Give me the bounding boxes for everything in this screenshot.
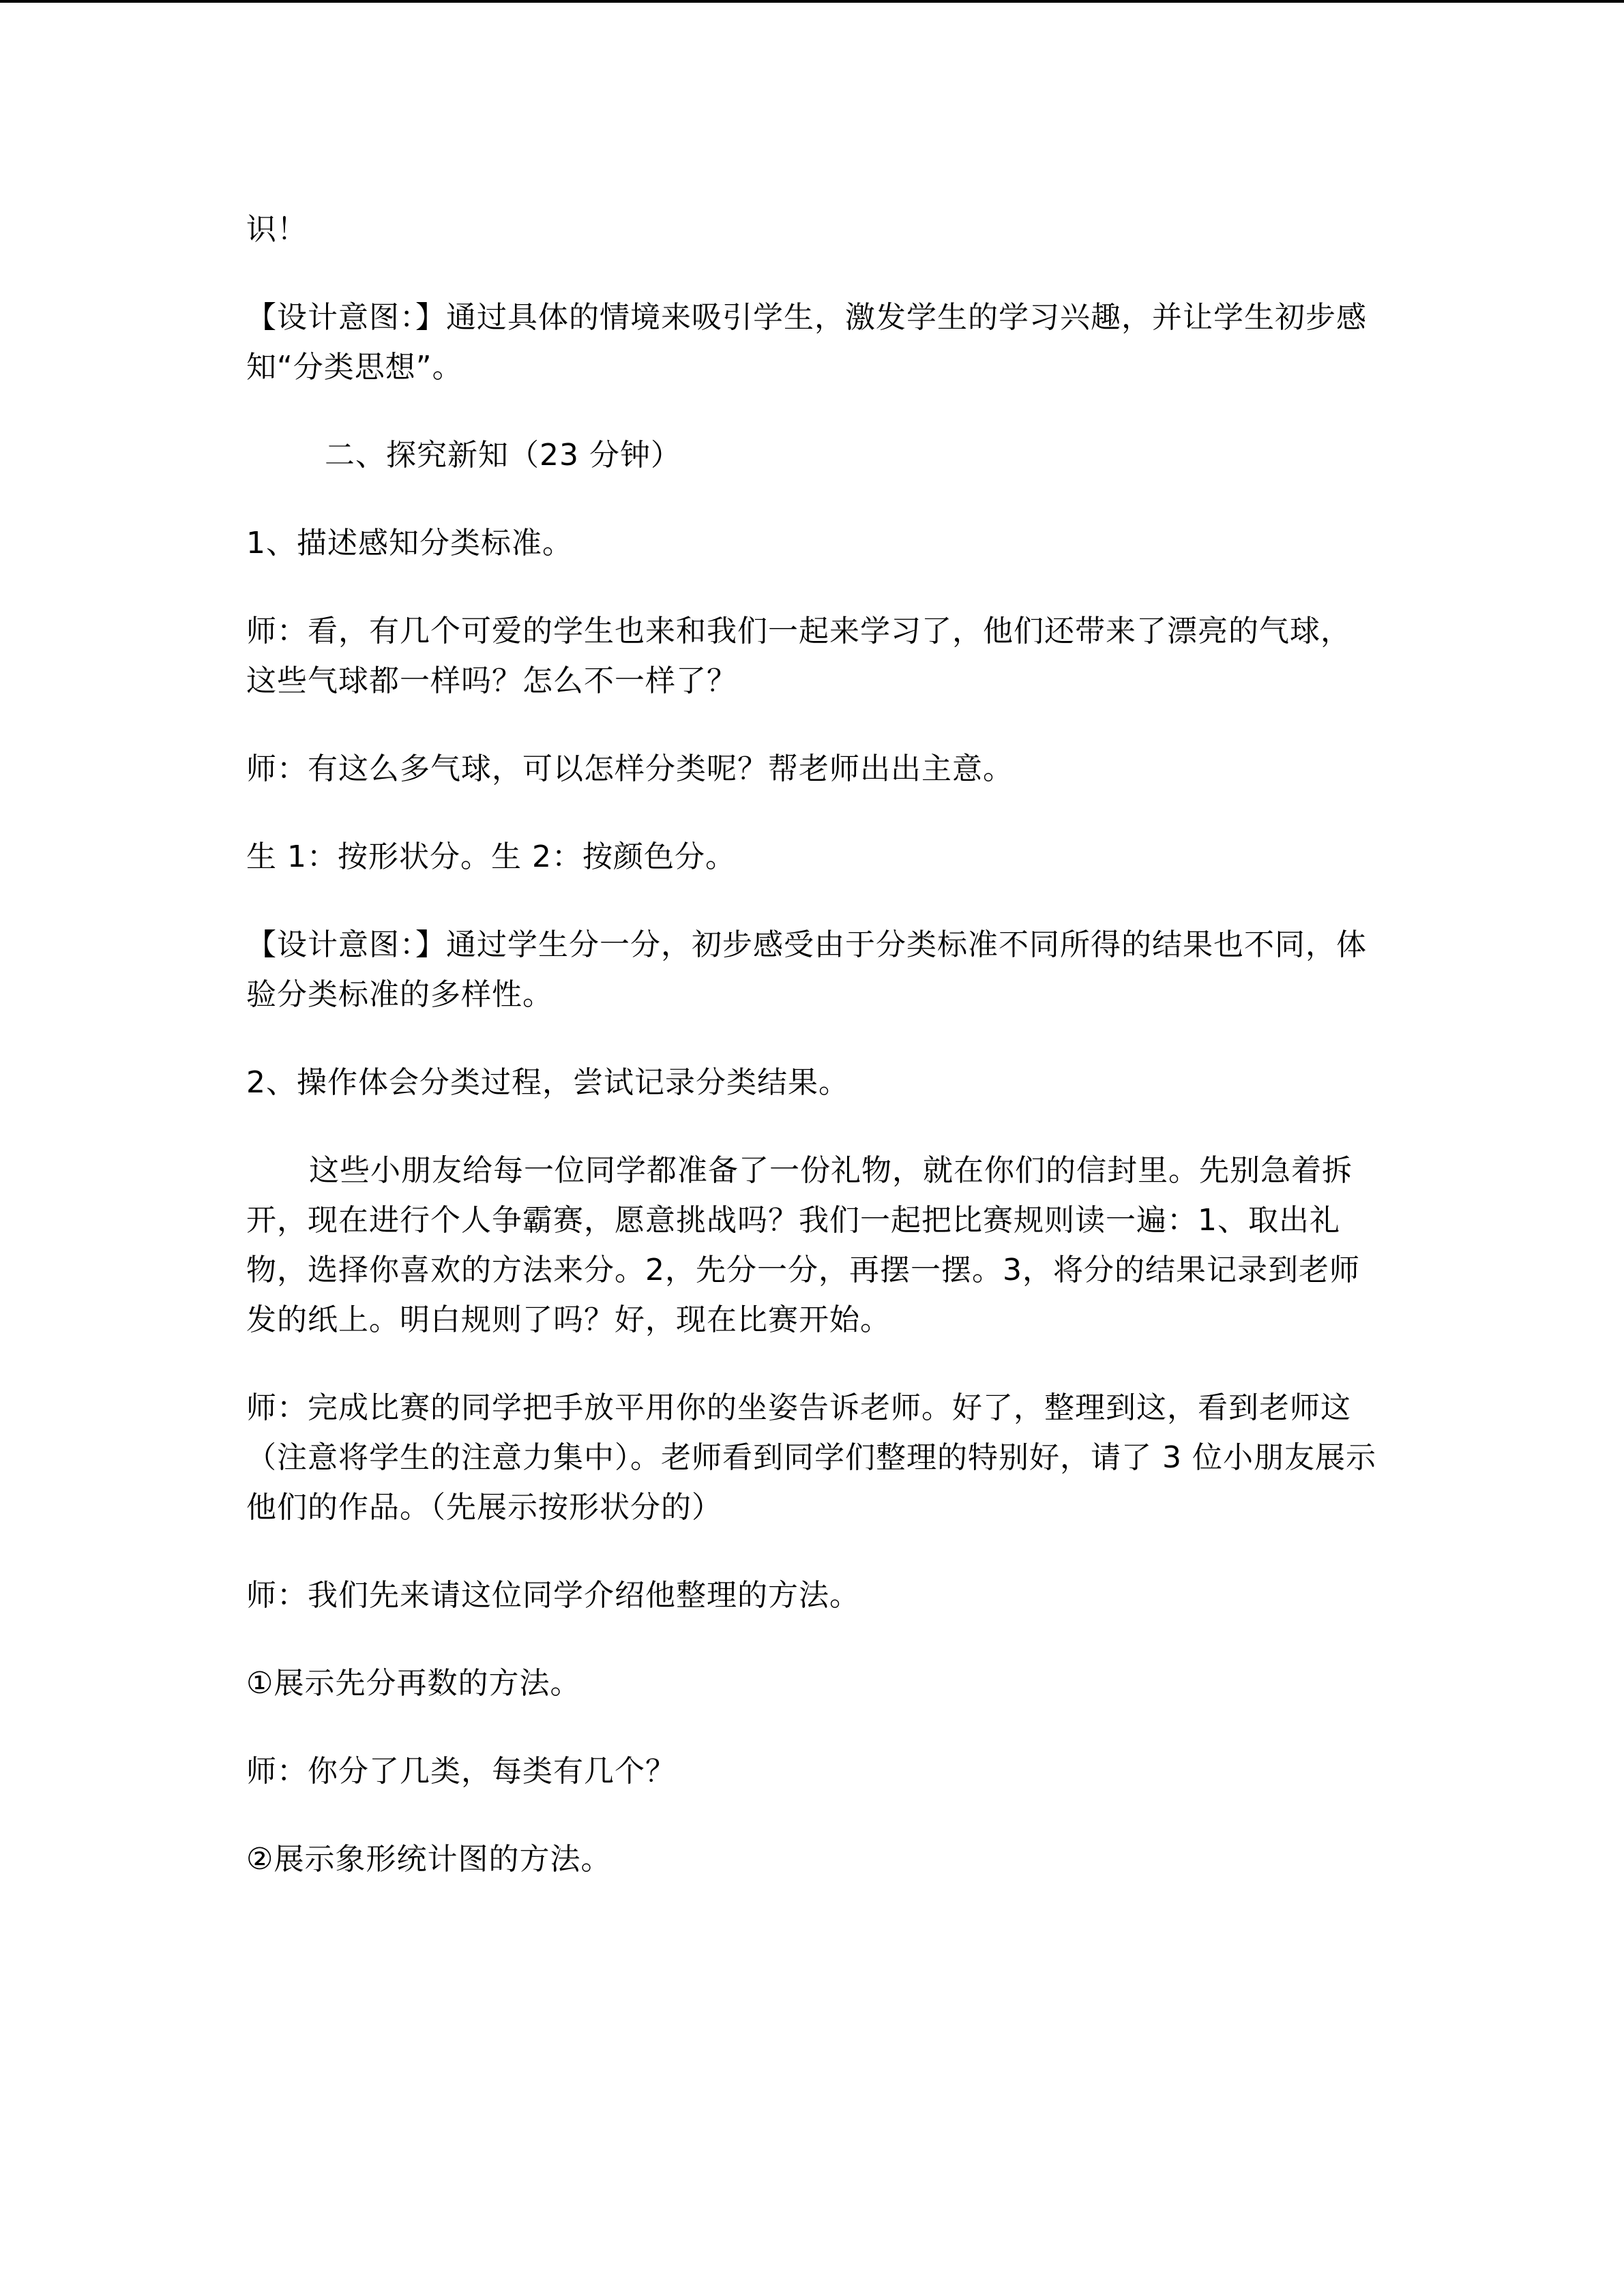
subheading-step-2: 2、操作体会分类过程，尝试记录分类结果。 [246, 1065, 849, 1100]
paragraph-student-answers: 生 1：按形状分。生 2：按颜色分。 [246, 839, 736, 874]
document-body [246, 205, 1378, 1922]
list-item-method-1: ①展示先分再数的方法。 [246, 1666, 581, 1701]
list-item-method-2: ②展示象形统计图的方法。 [246, 1842, 612, 1877]
paragraph-teacher-balloons: 师：看，有几个可爱的学生也来和我们一起来学习了，他们还带来了漂亮的气球，这些气球都一样吗？怎么不一样了？ [246, 614, 1351, 698]
paragraph-teacher-introduce: 师：我们先来请这位同学介绍他整理的方法。 [246, 1578, 860, 1613]
paragraph-competition-rules: 这些小朋友给每一位同学都准备了一份礼物，就在你们的信封里。先别急着拆开，现在进行个人争霸赛，愿意挑战吗？我们一起把比赛规则读一遍：1、取出礼物，选择你喜欢的方法来分。2，先分一分，再摆一摆。3，将分的结果记录到老师发的纸上。明白规则了吗？好，现在比赛开始。 [246, 1153, 1360, 1337]
paragraph-continuation: 识！ [246, 212, 308, 247]
paragraph-design-intent-2: 【设计意图：】通过学生分一分，初步感受由于分类标准不同所得的结果也不同，体验分类标准的多样性。 [246, 927, 1367, 1012]
section-heading-explore: 二、探究新知（23 分钟） [325, 438, 681, 473]
page-top-border [0, 0, 1624, 3]
subheading-step-1: 1、描述感知分类标准。 [246, 526, 573, 561]
paragraph-teacher-classify: 师：有这么多气球，可以怎样分类呢？帮老师出出主意。 [246, 751, 1014, 786]
paragraph-teacher-showcase: 师：完成比赛的同学把手放平用你的坐姿告诉老师。好了，整理到这，看到老师这（注意将学生的注意力集中）。老师看到同学们整理的特别好，请了 3 位小朋友展示他们的作品。（先展示按形状分的） [246, 1390, 1376, 1525]
paragraph-design-intent-1: 【设计意图：】通过具体的情境来吸引学生，激发学生的学习兴趣，并让学生初步感知“分类思想”。 [246, 300, 1367, 385]
paragraph-teacher-question: 师：你分了几类，每类有几个？ [246, 1754, 676, 1789]
